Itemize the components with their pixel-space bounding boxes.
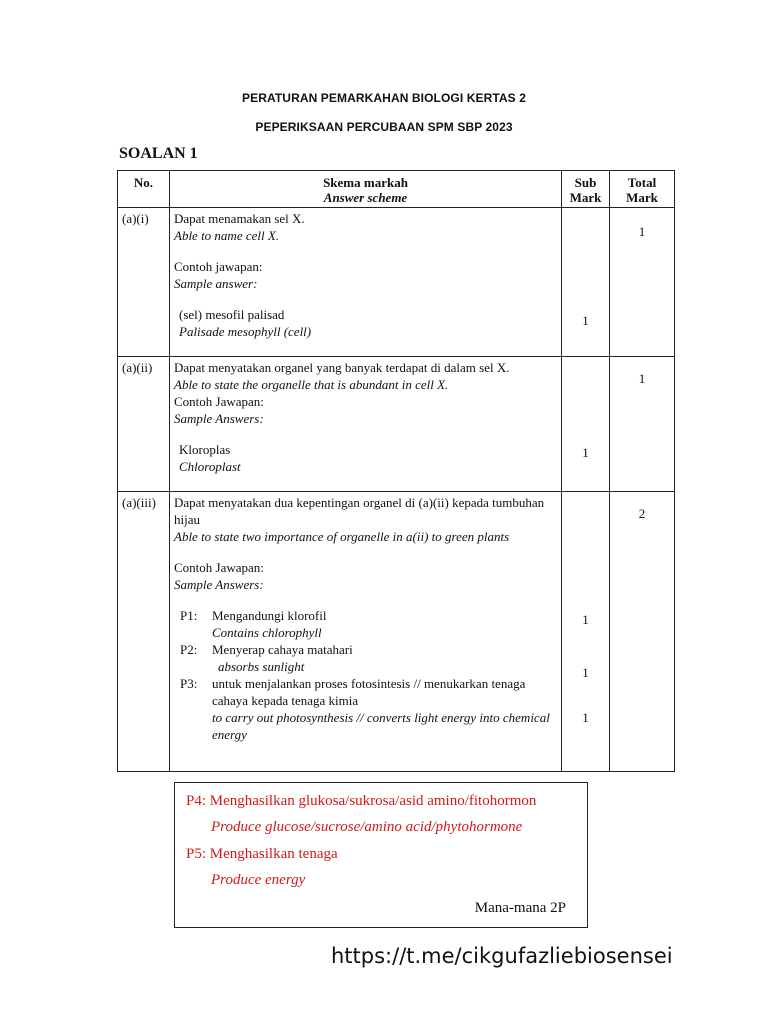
sample-label: Contoh Jawapan: — [174, 394, 264, 409]
task-text: Dapat menyatakan organel yang banyak terdapat di dalam sel X. — [174, 360, 510, 375]
telegram-link[interactable]: https://t.me/cikgufazliebiosensei — [331, 944, 673, 968]
point-label: P2: — [180, 642, 198, 657]
sample-label-en: Sample Answers: — [174, 577, 264, 592]
row-scheme — [170, 357, 562, 492]
sample-label: Contoh jawapan: — [174, 259, 263, 274]
row-number: (a)(iii) — [118, 492, 170, 772]
row-number: (a)(i) — [118, 208, 170, 357]
addendum-point-p4-en: Produce glucose/sucrose/amino acid/phytohormone — [211, 819, 523, 835]
table-row — [118, 357, 675, 492]
answer-point — [174, 641, 557, 675]
addendum-point-p5: P5: Menghasilkan tenaga — [186, 846, 338, 862]
addendum-box — [174, 782, 588, 928]
any-two-note: Mana-mana 2P — [474, 900, 566, 916]
sample-label: Contoh Jawapan: — [174, 560, 264, 575]
answer-point — [174, 675, 557, 743]
table-header-row — [118, 171, 675, 208]
marking-scheme-table — [117, 170, 675, 772]
task-text-en: Able to name cell X. — [174, 228, 280, 243]
table-row — [118, 492, 675, 772]
point-text — [212, 607, 557, 641]
point-text-en: absorbs sunlight — [218, 659, 305, 674]
header-scheme — [170, 171, 562, 208]
task-text: Dapat menamakan sel X. — [174, 211, 305, 226]
total-mark-cell — [610, 208, 675, 357]
point-text-en: to carry out photosynthesis // converts light energy into chemical energy — [212, 710, 550, 742]
header-total-mark — [610, 171, 675, 208]
total-mark-cell — [610, 357, 675, 492]
point-text — [212, 641, 557, 675]
header-scheme-label-en: Answer scheme — [323, 190, 408, 205]
answer-point — [174, 607, 557, 641]
sub-mark: 1 — [582, 612, 589, 627]
header-total-mark-label: Mark — [626, 190, 658, 205]
sub-mark-cell — [562, 357, 610, 492]
header-total-label: Total — [627, 175, 657, 190]
header-sub-mark — [562, 171, 610, 208]
sub-mark: 1 — [582, 710, 589, 725]
table-row — [118, 208, 675, 357]
answer-text-en: Chloroplast — [179, 459, 241, 474]
header-sub-label: Sub — [574, 175, 597, 190]
total-mark: 1 — [638, 371, 646, 386]
page-subtitle: PEPERIKSAAN PERCUBAAN SPM SBP 2023 — [255, 120, 513, 134]
point-text-ms: untuk menjalankan proses fotosintesis // menukarkan tenaga cahaya kepada tenaga kimia — [212, 676, 526, 708]
point-text-en: Contains chlorophyll — [212, 625, 322, 640]
sub-mark-cell — [562, 208, 610, 357]
point-label: P1: — [180, 608, 198, 623]
task-text-en: Able to state two importance of organelle in a(ii) to green plants — [174, 529, 510, 544]
header-no: No. — [118, 171, 170, 208]
sub-mark-cell — [562, 492, 610, 772]
task-text: Dapat menyatakan dua kepentingan organel di (a)(ii) kepada tumbuhan hijau — [174, 495, 545, 527]
sub-mark: 1 — [582, 313, 589, 328]
sample-label-en: Sample answer: — [174, 276, 258, 291]
addendum-point-p4: P4: Menghasilkan glukosa/sukrosa/asid amino/fitohormon — [186, 793, 537, 809]
point-text — [212, 675, 557, 743]
answer-text: Kloroplas — [179, 442, 231, 457]
header-scheme-label: Skema markah — [323, 175, 408, 190]
point-text-ms: Mengandungi klorofil — [212, 608, 327, 623]
sample-label-en: Sample Answers: — [174, 411, 264, 426]
task-text-en: Able to state the organelle that is abundant in cell X. — [174, 377, 449, 392]
sub-mark: 1 — [582, 665, 589, 680]
total-mark: 1 — [638, 224, 646, 239]
total-mark-cell — [610, 492, 675, 772]
point-label: P3: — [180, 676, 198, 691]
point-text-ms: Menyerap cahaya matahari — [212, 642, 353, 657]
answer-text: (sel) mesofil palisad — [179, 307, 285, 322]
page-title: PERATURAN PEMARKAHAN BIOLOGI KERTAS 2 — [242, 91, 526, 105]
answer-text-en: Palisade mesophyll (cell) — [179, 324, 312, 339]
row-scheme — [170, 208, 562, 357]
row-scheme — [170, 492, 562, 772]
section-heading: SOALAN 1 — [119, 145, 198, 162]
addendum-point-p5-en: Produce energy — [211, 872, 306, 888]
header-sub-mark-label: Mark — [569, 190, 602, 205]
total-mark: 2 — [638, 506, 646, 521]
sub-mark: 1 — [582, 445, 589, 460]
row-number: (a)(ii) — [118, 357, 170, 492]
